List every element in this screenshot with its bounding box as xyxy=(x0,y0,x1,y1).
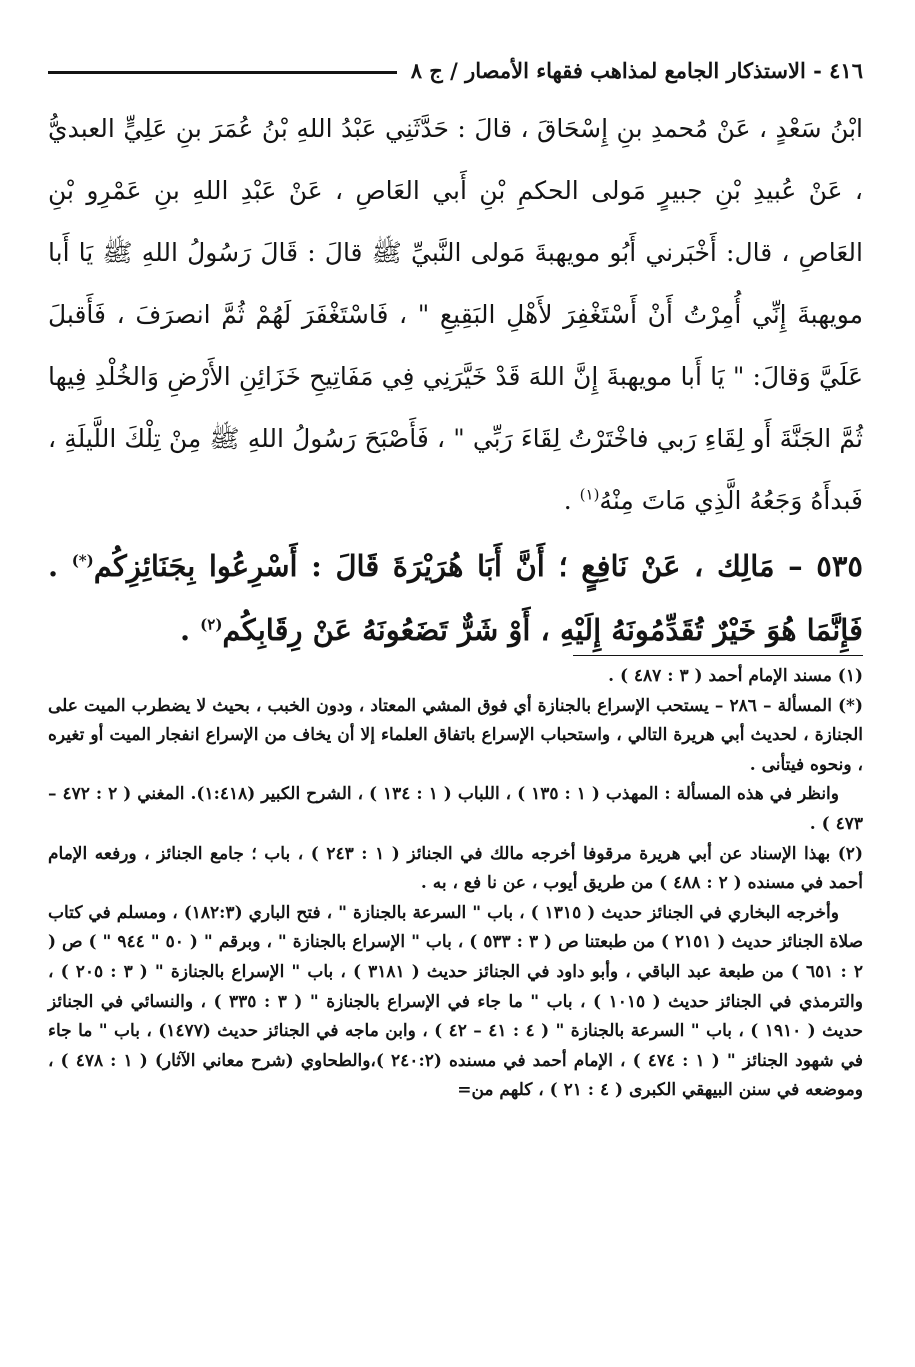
hadith-535-text: ٥٣٥ – مَالِك ، عَنْ نَافِعٍ ؛ أَنَّ أَبَا هُرَيْرَةَ قَالَ : أَسْرِعُوا بِجَنَائِزِكُم xyxy=(93,549,863,583)
hadith-535-end: . xyxy=(179,613,201,647)
footnote-1: (١) مسند الإمام أحمد ( ٣ : ٤٨٧ ) . xyxy=(608,666,863,686)
header-title: ٤١٦ - الاستذكار الجامع لمذاهب فقهاء الأمصار / ج ٨ xyxy=(410,57,863,83)
paragraph-1-text: ابْنُ سَعْدٍ ، عَنْ مُحمدِ بنِ إِسْحَاقَ ، قالَ : حَدَّثَنِي عَبْدُ اللهِ بْنُ عُمَرَ بنِ عَلِيٍّ العبديُّ ، عَنْ عُبيدِ بْنِ جبيرٍ مَولى الحكمِ بْنِ أَبي العَاصِ ، عَنْ عَبْدِ اللهِ بنِ عَمْرِو بْنِ العَاصِ ، قال: أَخْبَرني أَبُو مويهبةَ مَولى النَّبيِّ ﷺ قالَ : قَالَ رَسُولُ اللهِ ﷺ يَا أَبا مويهبةَ إِنِّي أُمِرْتُ أَنْ أَسْتَغْفِرَ لأَهْلِ البَقِيعِ " ، فَاسْتَغْفَرَ لَهُمْ ثُمَّ انصرَفَ ، فَأَقبلَ عَلَيَّ وَقالَ: " يَا أَبا مويهبةَ إِنَّ اللهَ قَدْ خَيَّرَنِي فِي مَفَاتِيحِ خَزَائِنِ الأَرْضِ وَالخُلْدِ فِيها ثُمَّ الجَنَّةَ أَو لِقَاءِ رَبي فاخْتَرْتُ لِقَاءَ رَبِّي " ، فَأَصْبَحَ رَسُولُ اللهِ ﷺ مِنْ تِلْكَ اللَّيلَةِ ، فَبدأَهُ وَجَعُهُ الَّذِي مَاتَ مِنْهُ xyxy=(48,114,863,515)
paragraph-hadith-continuation xyxy=(48,98,863,532)
book-page xyxy=(48,0,863,1367)
footnote-ref-2: (٢) xyxy=(200,615,223,634)
running-header xyxy=(48,50,863,90)
hadith-535-continuation: . فَإِنَّمَا هُوَ خَيْرٌ تُقَدِّمُونَهُ إِلَيْهِ ، أَوْ شَرٌّ تَضَعُونَهُ عَنْ رِقَابِكُم xyxy=(48,549,863,647)
footnote-star-references: وانظر في هذه المسألة : المهذب ( ١ : ١٣٥ ) ، اللباب ( ١ : ١٣٤ ) ، الشرح الكبير (١:٤١٨). المغني ( ٢ : ٤٧٢ – ٤٧٣ ) . xyxy=(48,784,863,834)
hadith-535 xyxy=(48,534,863,662)
footnote-2: (٢) بهذا الإسناد عن أبي هريرة مرقوفا أخرجه مالك في الجنائز ( ١ : ٢٤٣ ) ، باب ؛ جامع الجنائز ، ورفعه الإمام أحمد في مسنده ( ٢ : ٤٨٨ ) من طريق أيوب ، عن نا فع ، به . xyxy=(48,843,863,894)
footnote-divider xyxy=(573,655,863,656)
main-text xyxy=(48,98,863,662)
footnote-star: (*) المسألة – ٢٨٦ – يستحب الإسراع بالجنازة أي فوق المشي المعتاد ، ودون الخبب ، بحيث لا يضطرب الميت على الجنازة ، لحديث أبي هريرة التالي ، واستحباب الإسراع باتفاق العلماء إلا أن يخاف من الإسراع انفجار الميت أو تغيره ، ونحوه فيتأنى . xyxy=(48,695,863,775)
footnotes xyxy=(48,662,863,1106)
header-rule xyxy=(48,71,397,74)
footnote-ref-1: (١) xyxy=(579,485,600,504)
footnote-ref-star: (*) xyxy=(71,551,94,570)
footnote-2-sources: وأخرجه البخاري في الجنائز حديث ( ١٣١٥ ) ، باب " السرعة بالجنازة " ، فتح الباري (١٨٢:٣) ، ومسلم في كتاب صلاة الجنائز حديث ( ٢١٥١ ) من طبعتنا ص ( ٣ : ٥٣٣ ) ، باب " الإسراع بالجنازة " ، وبرقم " ( ٥٠ " ٩٤٤ " ) ص ( ٢ : ٦٥١ ) من طبعة عبد الباقي ، وأبو داود في الجنائز حديث ( ٣١٨١ ) ، باب " الإسراع بالجنازة " ( ٣ : ٢٠٥ ) ، والترمذي في الجنائز حديث ( ١٠١٥ ) ، باب " ما جاء في الإسراع بالجنازة " ( ٣ : ٣٣٥ ) ، والنسائي في الجنائز حديث ( ١٩١٠ ) ، باب " السرعة بالجنازة " ( ٤ : ٤١ – ٤٢ ) ، وابن ماجه في الجنائز حديث (١٤٧٧) ، باب " ما جاء في شهود الجنائز " ( ١ : ٤٧٤ ) ، الإمام أحمد في مسنده (٢٤٠:٢ )،والطحاوي (شرح معاني الآثار) ( ١ : ٤٧٨ ) ، وموضعه في سنن البيهقي الكبرى ( ٤ : ٢١ ) ، كلهم من= xyxy=(48,902,864,1101)
paragraph-1-end: . xyxy=(563,486,580,515)
